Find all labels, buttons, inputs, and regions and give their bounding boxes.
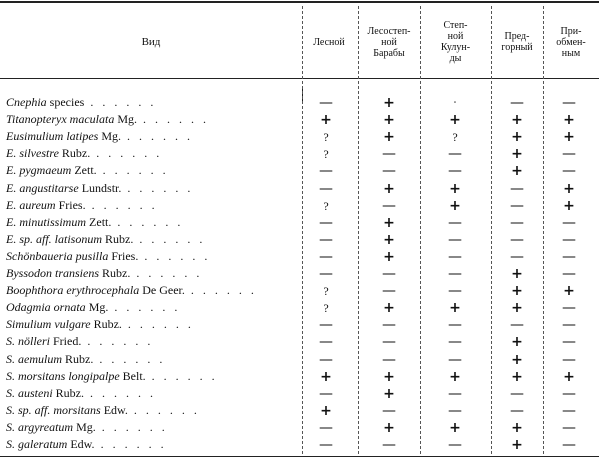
column-divider bbox=[358, 6, 359, 454]
species-epithet: angustitarse bbox=[19, 180, 79, 195]
top-rule bbox=[0, 1, 599, 3]
leader-dots: . . . . . . bbox=[138, 248, 211, 263]
presence-mark: + bbox=[383, 385, 395, 402]
species-epithet: pusilla bbox=[75, 248, 109, 263]
presence-mark: + bbox=[563, 368, 575, 385]
presence-mark: — bbox=[562, 419, 576, 436]
presence-mark: + bbox=[383, 368, 395, 385]
presence-mark: + bbox=[511, 129, 523, 146]
presence-mark: — bbox=[562, 248, 576, 265]
species-author: species bbox=[49, 95, 85, 109]
presence-mark: — bbox=[448, 214, 462, 231]
presence-mark: + bbox=[383, 112, 395, 129]
species-epithet: sp. aff. morsitans bbox=[18, 402, 101, 417]
species-name bbox=[6, 163, 169, 177]
species-genus: E. bbox=[6, 180, 17, 195]
presence-mark: + bbox=[563, 129, 575, 146]
presence-mark: — bbox=[319, 266, 333, 282]
species-genus: Titanopteryx bbox=[6, 112, 67, 127]
species-name bbox=[6, 129, 193, 143]
species-genus: Odagmia bbox=[6, 300, 51, 315]
presence-mark: + bbox=[511, 419, 523, 436]
presence-mark: — bbox=[562, 351, 576, 368]
species-genus: S. bbox=[6, 385, 15, 400]
presence-mark: ? bbox=[323, 147, 329, 162]
species-author: Zett. bbox=[74, 163, 97, 178]
species-epithet: sp. aff. latisonum bbox=[19, 231, 103, 246]
presence-mark: — bbox=[510, 180, 524, 197]
column-header bbox=[302, 37, 356, 48]
species-author: Zett. bbox=[89, 214, 112, 229]
presence-mark: — bbox=[510, 248, 524, 265]
column-header bbox=[491, 31, 543, 53]
species-genus: E. bbox=[6, 146, 17, 161]
species-name bbox=[6, 300, 180, 314]
presence-mark: — bbox=[562, 402, 576, 419]
presence-mark: + bbox=[383, 129, 395, 146]
presence-mark: — bbox=[562, 95, 576, 111]
column-header-line: обмен- bbox=[556, 36, 586, 48]
presence-mark: + bbox=[449, 419, 461, 436]
presence-mark: — bbox=[562, 437, 576, 453]
species-name bbox=[6, 403, 200, 417]
species-genus: E. bbox=[6, 214, 17, 229]
species-name bbox=[6, 181, 193, 195]
presence-mark: + bbox=[511, 112, 523, 129]
species-name bbox=[6, 352, 165, 366]
species-genus: Simulium bbox=[6, 317, 52, 332]
presence-mark: — bbox=[319, 437, 333, 453]
species-genus: E. bbox=[6, 231, 17, 246]
presence-mark: — bbox=[448, 283, 462, 300]
presence-mark: — bbox=[510, 385, 524, 402]
presence-mark: — bbox=[448, 351, 462, 368]
leader-dots: . . . . . . bbox=[85, 197, 158, 212]
species-epithet: latipes bbox=[66, 129, 99, 144]
presence-mark: + bbox=[511, 334, 523, 351]
species-epithet: silvestre bbox=[19, 146, 59, 161]
species-epithet: aureum bbox=[19, 197, 56, 212]
leader-dots: . . . . . . bbox=[145, 368, 218, 383]
species-name bbox=[6, 437, 167, 451]
column-header-line: Барабы bbox=[373, 47, 405, 59]
species-epithet: ornata bbox=[53, 300, 86, 315]
presence-mark: — bbox=[319, 163, 333, 180]
species-author: Rubz. bbox=[61, 146, 91, 161]
species-name bbox=[6, 146, 162, 160]
presence-mark: — bbox=[562, 334, 576, 351]
species-name bbox=[6, 266, 202, 280]
species-name bbox=[6, 112, 209, 126]
column-header-line: Степ- bbox=[443, 20, 468, 31]
column-header bbox=[543, 26, 599, 59]
presence-mark: — bbox=[448, 146, 462, 163]
presence-mark: — bbox=[382, 437, 396, 453]
column-divider bbox=[543, 6, 544, 454]
presence-mark: + bbox=[383, 180, 395, 197]
leader-dots: . . . . . . bbox=[130, 266, 203, 280]
presence-mark: · bbox=[452, 95, 458, 111]
presence-mark: — bbox=[319, 317, 333, 334]
leader-dots: . . . . . . bbox=[96, 163, 169, 178]
presence-mark: — bbox=[448, 437, 462, 453]
species-author: Mg. bbox=[117, 112, 138, 127]
species-epithet: morsitans longipalpe bbox=[18, 368, 120, 383]
species-author: Rubz. bbox=[105, 231, 134, 246]
presence-mark: + bbox=[449, 368, 461, 385]
species-author: Mg. bbox=[101, 129, 122, 144]
species-name bbox=[6, 420, 168, 434]
leader-dots: . . . . . . bbox=[184, 283, 257, 298]
presence-mark: ? bbox=[323, 284, 329, 299]
presence-mark: + bbox=[511, 146, 523, 163]
leader-dots: . . . . . . bbox=[127, 402, 200, 417]
species-author: Rubz. bbox=[102, 266, 131, 280]
leader-dots: . . . . . . bbox=[108, 300, 181, 315]
presence-mark: — bbox=[319, 351, 333, 368]
species-author: Lundstr. bbox=[81, 180, 122, 195]
presence-mark: — bbox=[562, 300, 576, 317]
presence-mark: + bbox=[511, 300, 523, 317]
presence-mark: — bbox=[382, 283, 396, 300]
presence-mark: — bbox=[319, 419, 333, 436]
species-epithet: transiens bbox=[55, 266, 100, 280]
species-author: De Geer. bbox=[142, 283, 185, 298]
presence-mark: + bbox=[563, 283, 575, 300]
presence-mark: — bbox=[382, 163, 396, 180]
leader-dots: . . . . . . bbox=[93, 351, 166, 366]
presence-mark: + bbox=[383, 231, 395, 248]
species-genus: Boophthora bbox=[6, 283, 64, 298]
species-author: Fries. bbox=[58, 197, 86, 212]
presence-mark: — bbox=[382, 146, 396, 163]
presence-mark: + bbox=[383, 95, 395, 111]
presence-mark: + bbox=[511, 437, 523, 453]
species-author: Rubz. bbox=[55, 385, 85, 400]
species-name bbox=[6, 215, 183, 229]
presence-mark: + bbox=[449, 197, 461, 214]
species-genus: Schönbaueria bbox=[6, 248, 73, 263]
header-rule bbox=[0, 78, 599, 79]
column-header-line: ной bbox=[381, 36, 397, 48]
presence-mark: + bbox=[449, 300, 461, 317]
presence-mark: + bbox=[511, 266, 523, 282]
presence-mark: + bbox=[563, 197, 575, 214]
column-header-line: Лесостеп- bbox=[367, 25, 411, 37]
species-epithet: nölleri bbox=[18, 334, 50, 349]
species-genus: E. bbox=[6, 197, 17, 212]
species-name bbox=[6, 95, 156, 109]
species-genus: S. bbox=[6, 419, 15, 434]
presence-mark: + bbox=[383, 300, 395, 317]
species-genus: Byssodon bbox=[6, 266, 52, 280]
species-name bbox=[6, 334, 153, 348]
species-epithet: galeratum bbox=[18, 437, 68, 451]
species-author: Mg. bbox=[88, 300, 109, 315]
presence-mark: — bbox=[448, 266, 462, 282]
presence-mark: — bbox=[319, 95, 333, 111]
presence-mark: — bbox=[448, 385, 462, 402]
leader-dots: . . . . . . bbox=[84, 95, 157, 109]
species-epithet: erythrocephala bbox=[66, 283, 140, 298]
presence-mark: — bbox=[510, 231, 524, 248]
presence-mark: — bbox=[510, 214, 524, 231]
presence-mark: + bbox=[563, 180, 575, 197]
species-name bbox=[6, 249, 210, 263]
presence-mark: + bbox=[383, 248, 395, 265]
leader-dots: . . . . . . bbox=[94, 437, 167, 451]
presence-mark: ? bbox=[323, 301, 329, 316]
presence-mark: + bbox=[511, 351, 523, 368]
species-author: Rubz. bbox=[65, 351, 94, 366]
column-header-line: Пред- bbox=[504, 31, 530, 42]
presence-mark: ? bbox=[452, 130, 458, 145]
species-epithet: aemulum bbox=[18, 351, 62, 366]
leader-dots: . . . . . . bbox=[121, 129, 194, 144]
species-author: Edw. bbox=[70, 437, 95, 451]
column-header-species bbox=[0, 37, 302, 48]
species-epithet: minutissimum bbox=[19, 214, 87, 229]
presence-mark: — bbox=[448, 334, 462, 351]
presence-mark: + bbox=[383, 214, 395, 231]
species-genus: S. bbox=[6, 368, 15, 383]
presence-mark: — bbox=[382, 402, 396, 419]
species-epithet: argyreatum bbox=[18, 419, 74, 434]
species-genus: S. bbox=[6, 351, 15, 366]
presence-mark: — bbox=[562, 146, 576, 163]
column-header-line: горный bbox=[501, 42, 533, 53]
presence-mark: — bbox=[448, 163, 462, 180]
presence-mark: — bbox=[319, 180, 333, 197]
presence-mark: + bbox=[511, 163, 523, 180]
presence-mark: — bbox=[448, 231, 462, 248]
presence-mark: + bbox=[563, 112, 575, 129]
presence-mark: — bbox=[562, 317, 576, 334]
presence-mark: — bbox=[562, 266, 576, 282]
species-author: Fried. bbox=[53, 334, 82, 349]
presence-mark: — bbox=[382, 197, 396, 214]
presence-mark: — bbox=[382, 266, 396, 282]
presence-mark: — bbox=[319, 385, 333, 402]
species-name bbox=[6, 369, 218, 383]
species-epithet: vulgare bbox=[54, 317, 91, 332]
species-genus: Eusimulium bbox=[6, 129, 64, 144]
presence-mark: — bbox=[382, 334, 396, 351]
species-name bbox=[6, 232, 205, 246]
presence-mark: + bbox=[511, 283, 523, 300]
column-header-line: Кулун- bbox=[440, 42, 471, 53]
presence-mark: — bbox=[382, 317, 396, 334]
bottom-rule bbox=[0, 456, 599, 457]
presence-mark: — bbox=[448, 402, 462, 419]
leader-dots: . . . . . . bbox=[133, 231, 206, 246]
species-epithet: pygmaeum bbox=[19, 163, 72, 178]
leader-dots: . . . . . . bbox=[95, 419, 168, 434]
presence-mark: — bbox=[448, 317, 462, 334]
presence-mark: + bbox=[320, 112, 332, 129]
leader-dots: . . . . . . bbox=[121, 180, 194, 195]
presence-mark: — bbox=[562, 163, 576, 180]
column-header-line: ным bbox=[561, 47, 581, 59]
presence-mark: + bbox=[383, 419, 395, 436]
presence-mark: — bbox=[510, 95, 524, 111]
leader-dots: . . . . . . bbox=[137, 112, 210, 127]
species-author: Edw. bbox=[103, 402, 128, 417]
presence-mark: — bbox=[510, 317, 524, 334]
column-divider bbox=[302, 6, 303, 454]
column-header-line: При- bbox=[560, 25, 582, 37]
presence-mark: — bbox=[319, 248, 333, 265]
presence-mark: — bbox=[319, 334, 333, 351]
species-author: Rubz. bbox=[93, 317, 122, 332]
species-genus: S. bbox=[6, 437, 15, 451]
leader-dots: . . . . . . bbox=[121, 317, 194, 332]
species-genus: S. bbox=[6, 334, 15, 349]
species-author: Fries. bbox=[111, 248, 139, 263]
presence-mark: — bbox=[382, 351, 396, 368]
leader-dots: . . . . . . bbox=[81, 334, 154, 349]
presence-mark: + bbox=[449, 180, 461, 197]
leader-dots: . . . . . . bbox=[111, 214, 184, 229]
presence-mark: ? bbox=[323, 198, 329, 213]
species-author: Belt. bbox=[122, 368, 146, 383]
presence-mark: + bbox=[320, 402, 332, 419]
column-divider bbox=[420, 6, 421, 454]
column-header bbox=[358, 26, 420, 59]
presence-mark: — bbox=[448, 248, 462, 265]
column-header-line: ной bbox=[447, 31, 464, 42]
presence-mark: ? bbox=[323, 130, 329, 145]
presence-mark: — bbox=[510, 402, 524, 419]
species-genus: E. bbox=[6, 163, 17, 178]
species-author: Mg. bbox=[76, 419, 96, 434]
column-divider bbox=[491, 6, 492, 454]
presence-mark: — bbox=[510, 197, 524, 214]
presence-mark: — bbox=[319, 214, 333, 231]
species-epithet: austeni bbox=[18, 385, 53, 400]
presence-mark: — bbox=[319, 231, 333, 248]
column-header-line: Лесной bbox=[313, 36, 345, 48]
species-name bbox=[6, 386, 156, 400]
species-genus: S. bbox=[6, 402, 15, 417]
species-epithet: maculata bbox=[69, 112, 115, 127]
presence-mark: — bbox=[562, 385, 576, 402]
leader-dots: . . . . . . bbox=[84, 385, 157, 400]
leader-dots: . . . . . . bbox=[90, 146, 163, 161]
presence-mark: + bbox=[449, 112, 461, 129]
column-header bbox=[420, 20, 491, 64]
presence-mark: — bbox=[562, 214, 576, 231]
column-header-line: Вид bbox=[141, 35, 161, 48]
species-name bbox=[6, 198, 158, 212]
presence-mark: + bbox=[320, 368, 332, 385]
species-name bbox=[6, 283, 257, 297]
column-header-line: ды bbox=[449, 53, 462, 64]
species-name bbox=[6, 317, 194, 331]
presence-mark: — bbox=[562, 231, 576, 248]
species-genus: Cnephia bbox=[6, 95, 47, 109]
presence-mark: + bbox=[511, 368, 523, 385]
